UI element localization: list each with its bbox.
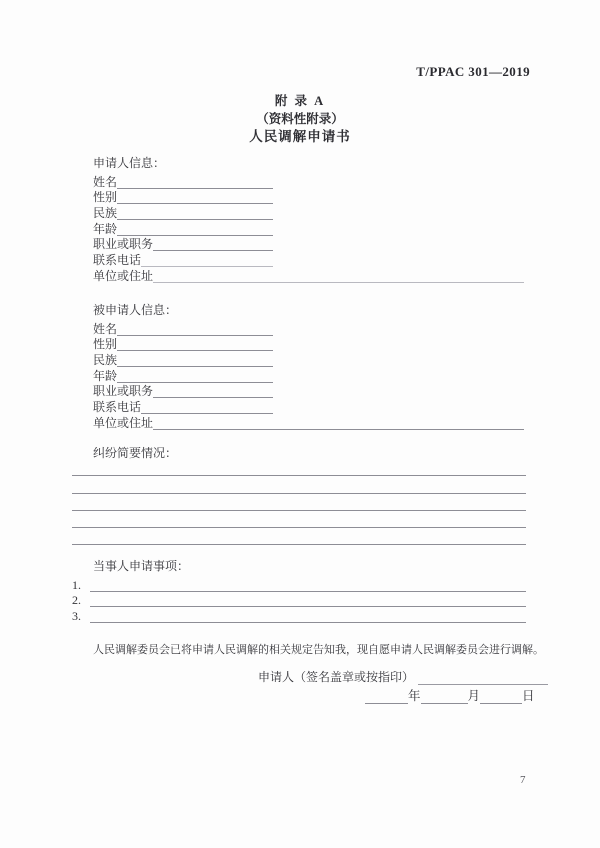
field-label: 性别: [93, 190, 118, 205]
request-section: [72, 556, 528, 576]
form-title: 人民调解申请书: [249, 129, 351, 144]
blank-fill-line: [153, 281, 524, 283]
field-label: 单位或住址: [93, 415, 154, 430]
field-label: 年龄: [93, 221, 118, 236]
respondent-occupation-row: [93, 383, 273, 399]
month-blank-line: [421, 702, 468, 704]
request-item-row: [72, 592, 526, 608]
respondent-section: [72, 300, 528, 430]
appendix-heading: 附 录 A: [274, 94, 326, 108]
field-label: 单位或住址: [93, 268, 154, 283]
blank-line: [72, 528, 526, 545]
field-label: 年龄: [93, 368, 118, 383]
field-label: 职业或职务: [93, 384, 154, 399]
blank-fill-line: [117, 218, 273, 220]
applicant-section: [72, 153, 528, 283]
item-number: 2.: [72, 593, 81, 607]
year-blank-line: [365, 702, 408, 704]
request-items: [72, 576, 526, 623]
respondent-name-row: [93, 320, 273, 336]
applicant-name-row: [93, 173, 273, 189]
standard-code: T/PPAC 301—2019: [416, 64, 530, 79]
respondent-address-row: [93, 414, 524, 430]
day-blank-line: [480, 702, 522, 704]
applicant-phone-row: [93, 251, 273, 267]
field-label: 姓名: [93, 174, 118, 189]
date-row: [365, 689, 535, 704]
respondent-ethnicity-row: [93, 351, 273, 367]
dispute-section-heading: 纠纷简要情况：: [93, 446, 178, 460]
blank-fill-line: [117, 381, 273, 383]
blank-fill-line: [117, 202, 273, 204]
blank-fill-line: [141, 265, 273, 267]
signature-blank-line: [418, 683, 548, 685]
blank-fill-line: [153, 249, 273, 251]
page-number: 7: [520, 774, 526, 786]
field-label: 民族: [93, 206, 118, 221]
request-item-row: [72, 607, 526, 623]
blank-fill-line: [90, 605, 526, 607]
request-section-heading: 当事人申请事项：: [93, 559, 190, 573]
respondent-age-row: [93, 367, 273, 383]
blank-fill-line: [117, 365, 273, 367]
blank-fill-line: [117, 234, 273, 236]
blank-fill-line: [90, 590, 526, 592]
blank-fill-line: [90, 621, 526, 623]
applicant-age-row: [93, 220, 273, 236]
blank-fill-line: [117, 334, 273, 336]
dispute-blank-lines: [72, 459, 526, 545]
year-label: 年: [408, 689, 421, 703]
field-label: 民族: [93, 353, 118, 368]
blank-fill-line: [153, 396, 273, 398]
day-label: 日: [522, 689, 535, 703]
field-label: 职业或职务: [93, 237, 154, 252]
title-block: [0, 92, 600, 146]
field-label: 联系电话: [93, 253, 142, 268]
request-item-row: [72, 576, 526, 592]
respondent-gender-row: [93, 336, 273, 352]
blank-fill-line: [141, 412, 273, 414]
blank-fill-line: [153, 428, 524, 430]
applicant-section-heading: 申请人信息：: [93, 156, 166, 170]
signature-row: [258, 670, 548, 685]
blank-line: [72, 494, 526, 511]
applicant-signature-label: 申请人（签名盖章或按指印）: [258, 670, 415, 684]
applicant-gender-row: [93, 189, 273, 205]
applicant-occupation-row: [93, 236, 273, 252]
item-number: 1.: [72, 577, 81, 592]
blank-line: [72, 511, 526, 528]
respondent-phone-row: [93, 398, 273, 414]
blank-fill-line: [117, 349, 273, 351]
blank-line: [72, 459, 526, 476]
applicant-address-row: [93, 267, 524, 283]
applicant-ethnicity-row: [93, 204, 273, 220]
blank-fill-line: [117, 187, 273, 189]
field-label: 姓名: [93, 321, 118, 336]
appendix-note: （资料性附录）: [256, 112, 344, 126]
field-label: 性别: [93, 337, 118, 352]
item-number: 3.: [72, 608, 81, 623]
blank-line: [72, 476, 526, 493]
field-label: 联系电话: [93, 400, 142, 415]
declaration-text: 人民调解委员会已将申请人民调解的相关规定告知我，现自愿申请人民调解委员会进行调解。: [93, 644, 544, 656]
respondent-section-heading: 被申请人信息：: [93, 303, 178, 317]
month-label: 月: [467, 689, 481, 703]
